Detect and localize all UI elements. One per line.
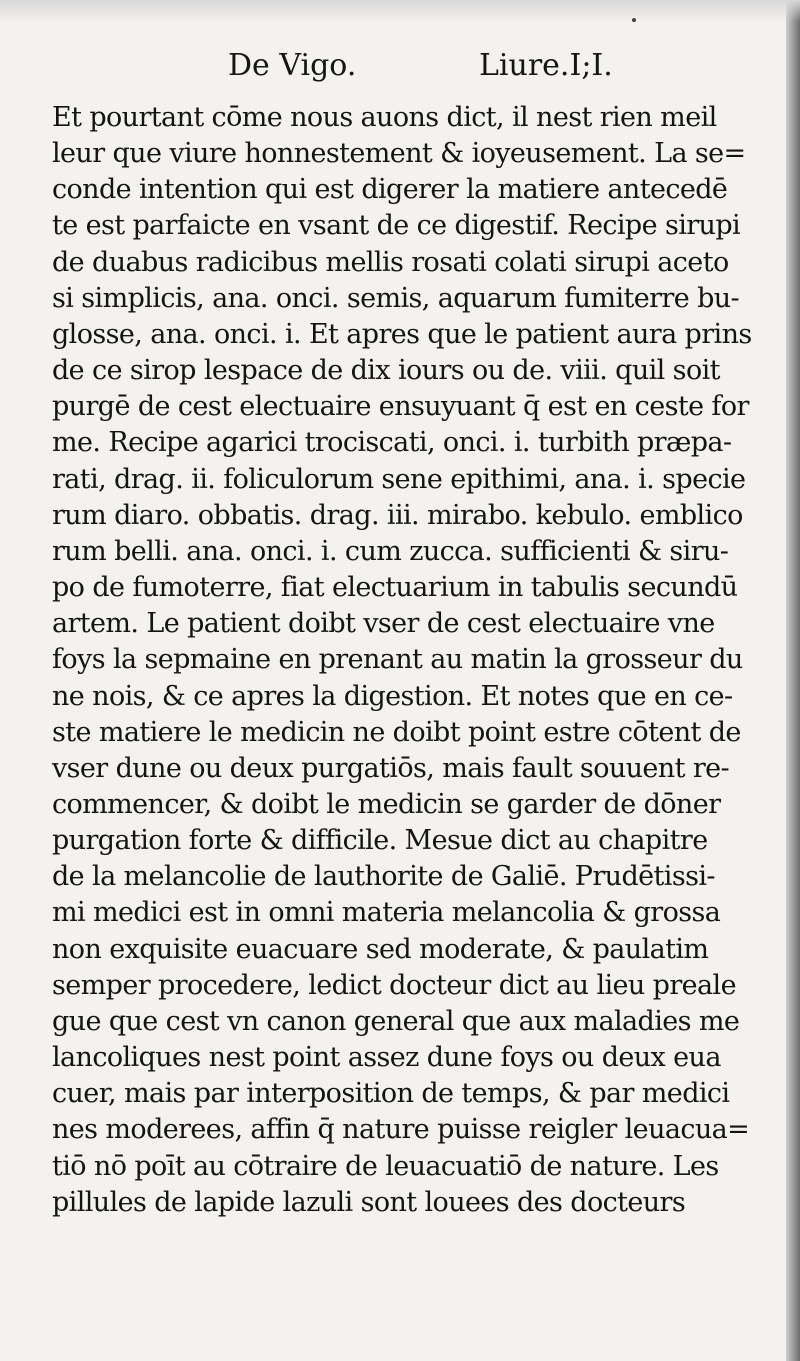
running-header <box>0 46 800 90</box>
text-line: leur que viure honnestement & ioyeusement. La se= <box>52 138 746 170</box>
text-line: rum belli. ana. onci. i. cum zucca. sufficienti & siru- <box>52 535 729 567</box>
text-line: mi medici est in omni materia melancolia & grossa <box>52 897 721 929</box>
text-line: me. Recipe agarici trociscati, onci. i. turbith præpa- <box>52 427 732 459</box>
text-line: cuer, mais par interposition de temps, & par medici <box>52 1078 730 1110</box>
text-line: rati, drag. ii. foliculorum sene epithimi, ana. i. specie <box>52 463 746 495</box>
text-line: purgē de cest electuaire ensuyuant q̄ est en ceste for <box>52 391 749 423</box>
text-line: commencer, & doibt le medicin se garder de dōner <box>52 788 721 820</box>
text-line: po de fumoterre, fiat electuarium in tabulis secundū <box>52 572 738 604</box>
text-line: conde intention qui est digerer la matiere antecedē <box>52 174 728 206</box>
text-line: rum diaro. obbatis. drag. iii. mirabo. kebulo. emblico <box>52 499 743 531</box>
text-line: Et pourtant cōme nous auons dict, il nest rien meil <box>52 102 717 133</box>
text-line: non exquisite euacuare sed moderate, & paulatim <box>52 933 709 965</box>
text-line: ste matiere le medicin ne doibt point estre cōtent de <box>52 716 741 748</box>
text-line: si simplicis, ana. onci. semis, aquarum fumiterre bu- <box>52 282 740 314</box>
text-line: de duabus radicibus mellis rosati colati sirupi aceto <box>52 246 729 278</box>
text-line: artem. Le patient doibt vser de cest electuaire vne <box>52 608 715 640</box>
text-line: de ce sirop lespace de dix iours ou de. viii. quil soit <box>52 355 720 387</box>
text-line: pillules de lapide lazuli sont louees des docteurs <box>52 1186 686 1218</box>
text-line: tiō nō poīt au cōtraire de leuacuatiō de nature. Les <box>52 1150 719 1182</box>
text-line: vser dune ou deux purgatiōs, mais fault souuent re- <box>52 752 730 784</box>
text-line: glosse, ana. onci. i. Et apres que le patient aura prins <box>52 318 752 350</box>
text-line: purgation forte & difficile. Mesue dict au chapitre <box>52 825 708 857</box>
ink-speck <box>632 18 636 22</box>
text-line: de la melancolie de lauthorite de Galiē. Prudētissi- <box>52 861 715 893</box>
text-line: te est parfaicte en vsant de ce digestif. Recipe sirupi <box>52 210 741 242</box>
text-line: lancoliques nest point assez dune foys ou deux eua <box>52 1042 721 1074</box>
text-line: semper procedere, ledict docteur dict au lieu preale <box>52 969 736 1001</box>
header-book-number: Liure.I;I. <box>479 48 613 83</box>
text-line: ne nois, & ce apres la digestion. Et notes que en ce- <box>52 680 733 712</box>
text-line: foys la sepmaine en prenant au matin la grosseur du <box>52 644 743 676</box>
text-line: nes moderees, affin q̄ nature puisse reigler leuacua= <box>52 1114 750 1146</box>
body-text <box>52 100 752 1221</box>
header-author: De Vigo. <box>228 48 357 83</box>
text-line: gue que cest vn canon general que aux maladies me <box>52 1005 740 1037</box>
